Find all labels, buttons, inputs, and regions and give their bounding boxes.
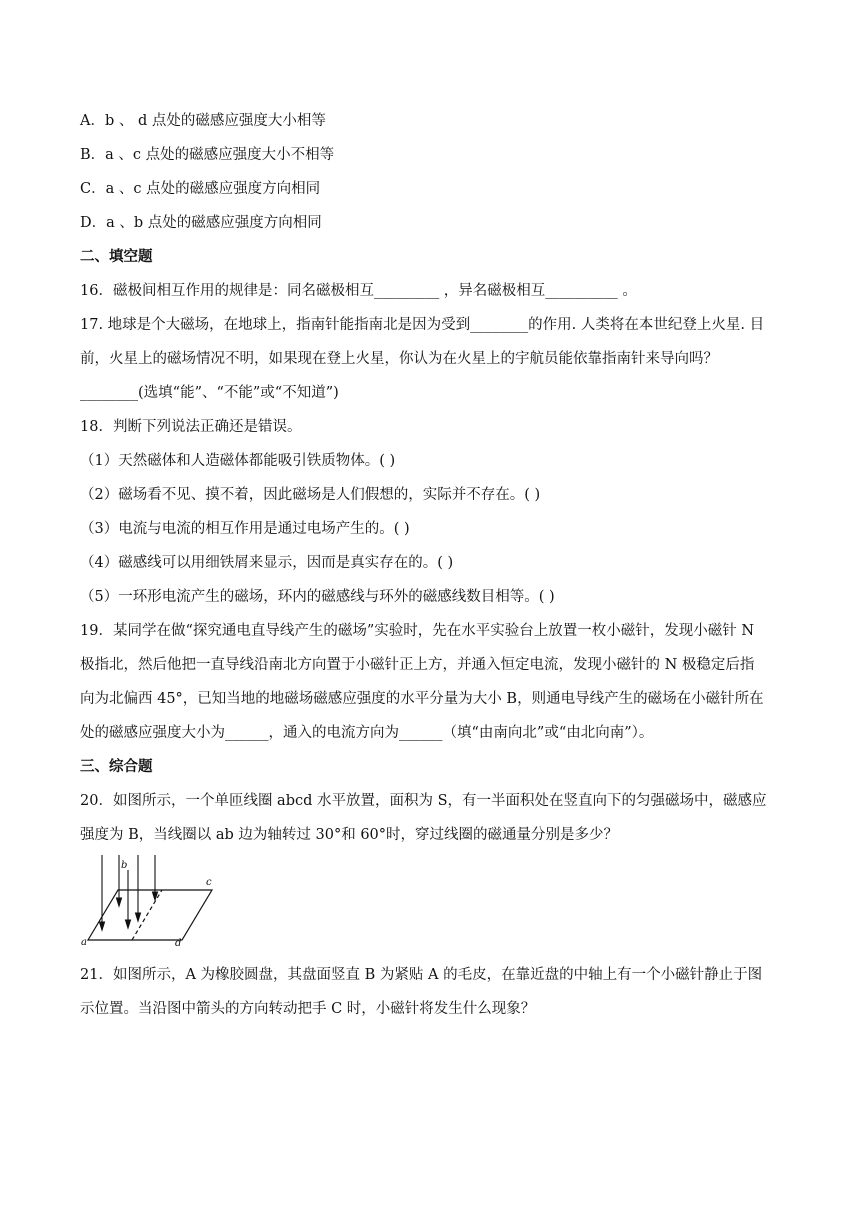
question-18-item-3: （3）电流与电流的相互作用是通过电场产生的。( ): [80, 521, 410, 537]
question-17-line-3: ________(选填“能”、“不能”或“不知道”): [80, 385, 339, 401]
question-18-item-2: （2）磁场看不见、摸不着，因此磁场是人们假想的，实际并不存在。( ): [80, 487, 541, 503]
question-19-line-4: 处的磁感应强度大小为______，通入的电流方向为______（填“由南向北”或“由北向南”）。: [80, 725, 654, 741]
question-21-line-2: 示位置。当沿图中箭头的方向转动把手 C 时，小磁针将发生什么现象？: [80, 1001, 536, 1017]
option-a: A．b 、 d 点处的磁感应强度大小相等: [80, 113, 326, 129]
question-17-line-1: 17. 地球是个大磁场，在地球上，指南针能指南北是因为受到________的作用. 人类将在本世纪登上火星. 目: [80, 317, 765, 333]
coil-in-magnetic-field-figure: [80, 852, 220, 947]
question-21-line-1: 21．如图所示，A 为橡胶圆盘，其盘面竖直 B 为紧贴 A 的毛皮，在靠近盘的中轴上有一个小磁针静止于图: [80, 967, 763, 983]
label-c: c: [206, 877, 212, 888]
section-heading-comprehensive: 三、综合题: [80, 758, 153, 775]
question-18-stem: 18．判断下列说法正确还是错误。: [80, 419, 302, 435]
question-19-line-3: 向为北偏西 45°，已知当地的地磁场磁感应强度的水平分量为大小 B，则通电导线产生的磁场在小磁针所在: [80, 691, 764, 707]
label-b: b: [121, 860, 128, 871]
label-d: d: [175, 938, 182, 947]
question-18-item-1: （1）天然磁体和人造磁体都能吸引铁质物体。( ): [80, 453, 396, 469]
question-20-line-1: 20．如图所示，一个单匝线圈 abcd 水平放置，面积为 S，有一半面积处在竖直向下的匀强磁场中，磁感应: [80, 793, 767, 809]
question-20-line-2: 强度为 B，当线圈以 ab 边为轴转过 30°和 60°时，穿过线圈的磁通量分别是多少？: [80, 827, 619, 843]
coil-outline: [88, 890, 212, 940]
magnetic-field-arrows: [100, 855, 158, 930]
section-heading-fill-blank: 二、填空题: [80, 248, 153, 265]
question-17-line-2: 前，火星上的磁场情况不明，如果现在登上火星，你认为在火星上的宇航员能依靠指南针来导向吗？: [80, 351, 718, 367]
option-b: B．a 、c 点处的磁感应强度大小不相等: [80, 147, 335, 163]
question-18-item-4: （4）磁感线可以用细铁屑来显示，因而是真实存在的。( ): [80, 555, 454, 571]
option-c: C．a 、c 点处的磁感应强度方向相同: [80, 181, 321, 197]
question-16: 16．磁极间相互作用的规律是：同名磁极相互_________ ，异名磁极相互__________ 。: [80, 283, 637, 299]
option-d: D．a 、b 点处的磁感应强度方向相同: [80, 215, 322, 231]
question-19-line-2: 极指北，然后他把一直导线沿南北方向置于小磁针正上方，并通入恒定电流，发现小磁针的 N 极稳定后指: [80, 657, 755, 673]
label-a: a: [81, 937, 87, 947]
question-19-line-1: 19．某同学在做“探究通电直导线产生的磁场”实验时，先在水平实验台上放置一枚小磁针，发现小磁针 N: [80, 623, 755, 639]
question-18-item-5: （5）一环形电流产生的磁场，环内的磁感线与环外的磁感线数目相等。( ): [80, 589, 555, 605]
